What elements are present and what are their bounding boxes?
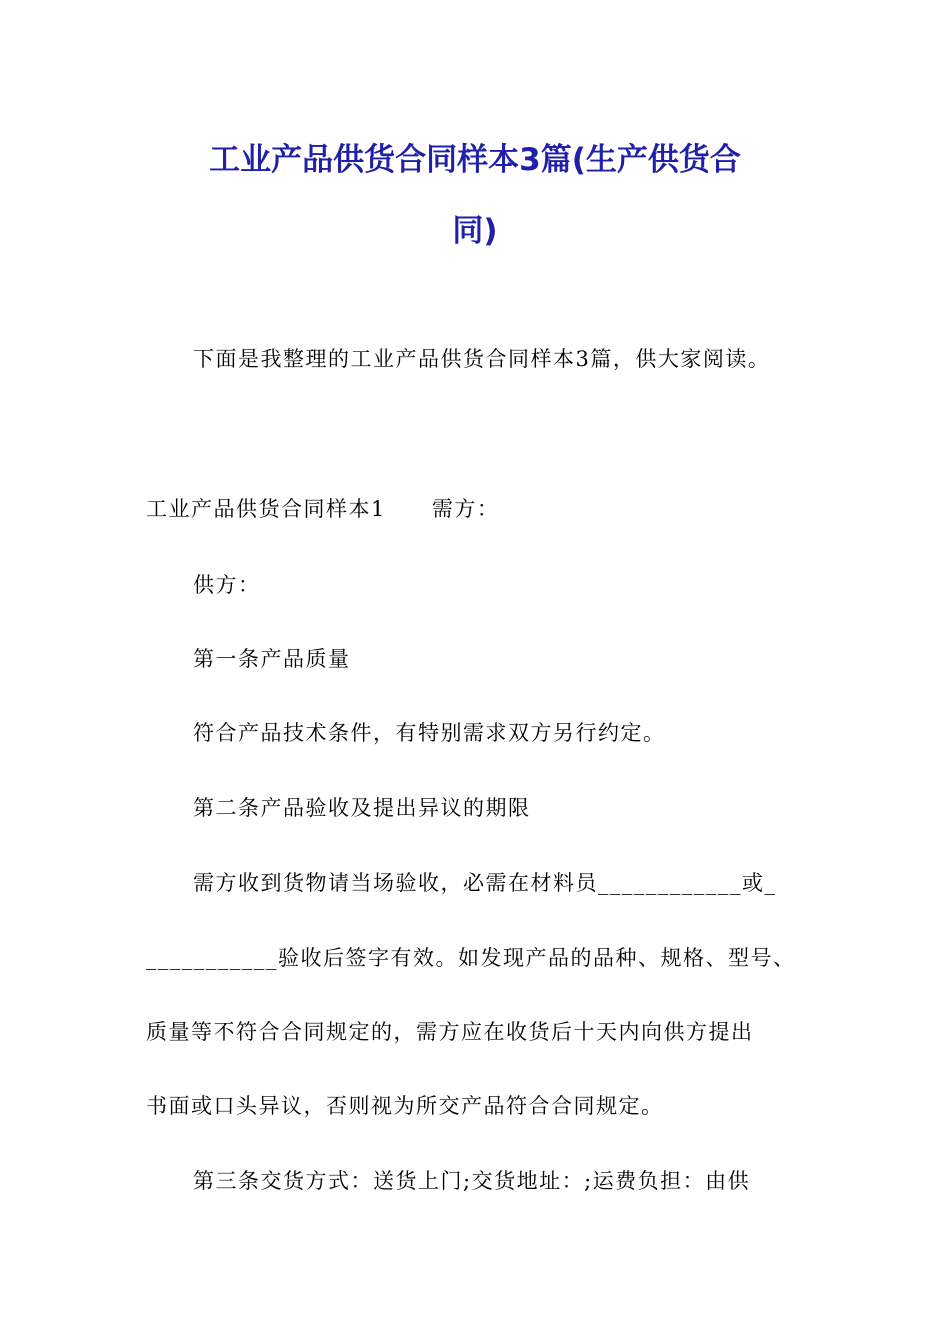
section-1-heading: 工业产品供货合同样本1 bbox=[146, 497, 386, 521]
article-2-body-line-3: 质量等不符合合同规定的，需方应在收货后十天内向供方提出 bbox=[146, 1020, 754, 1044]
article-2-title: 第二条产品验收及提出异议的期限 bbox=[193, 796, 531, 820]
section-1-header bbox=[146, 494, 499, 524]
article-1-body: 符合产品技术条件，有特别需求双方另行约定。 bbox=[193, 721, 666, 745]
article-2-body-line-4: 书面或口头异议，否则视为所交产品符合合同规定。 bbox=[146, 1094, 664, 1118]
article-2-body-line-2: ___________验收后签字有效。如发现产品的品种、规格、型号、 bbox=[146, 946, 796, 970]
document-title-line-2: 同) bbox=[452, 213, 498, 249]
article-2-body-line-1: 需方收到货物请当场验收，必需在材料员____________或_ bbox=[193, 871, 777, 895]
supply-party-label: 供方： bbox=[193, 573, 261, 597]
document-title-line-1: 工业产品供货合同样本3篇(生产供货合 bbox=[209, 142, 741, 178]
intro-paragraph: 下面是我整理的工业产品供货合同样本3篇，供大家阅读。 bbox=[193, 347, 771, 371]
article-3-line-1: 第三条交货方式：送货上门;交货地址：;运费负担：由供 bbox=[193, 1169, 751, 1193]
article-1-title: 第一条产品质量 bbox=[193, 647, 351, 671]
demand-party-label: 需方： bbox=[431, 497, 500, 521]
